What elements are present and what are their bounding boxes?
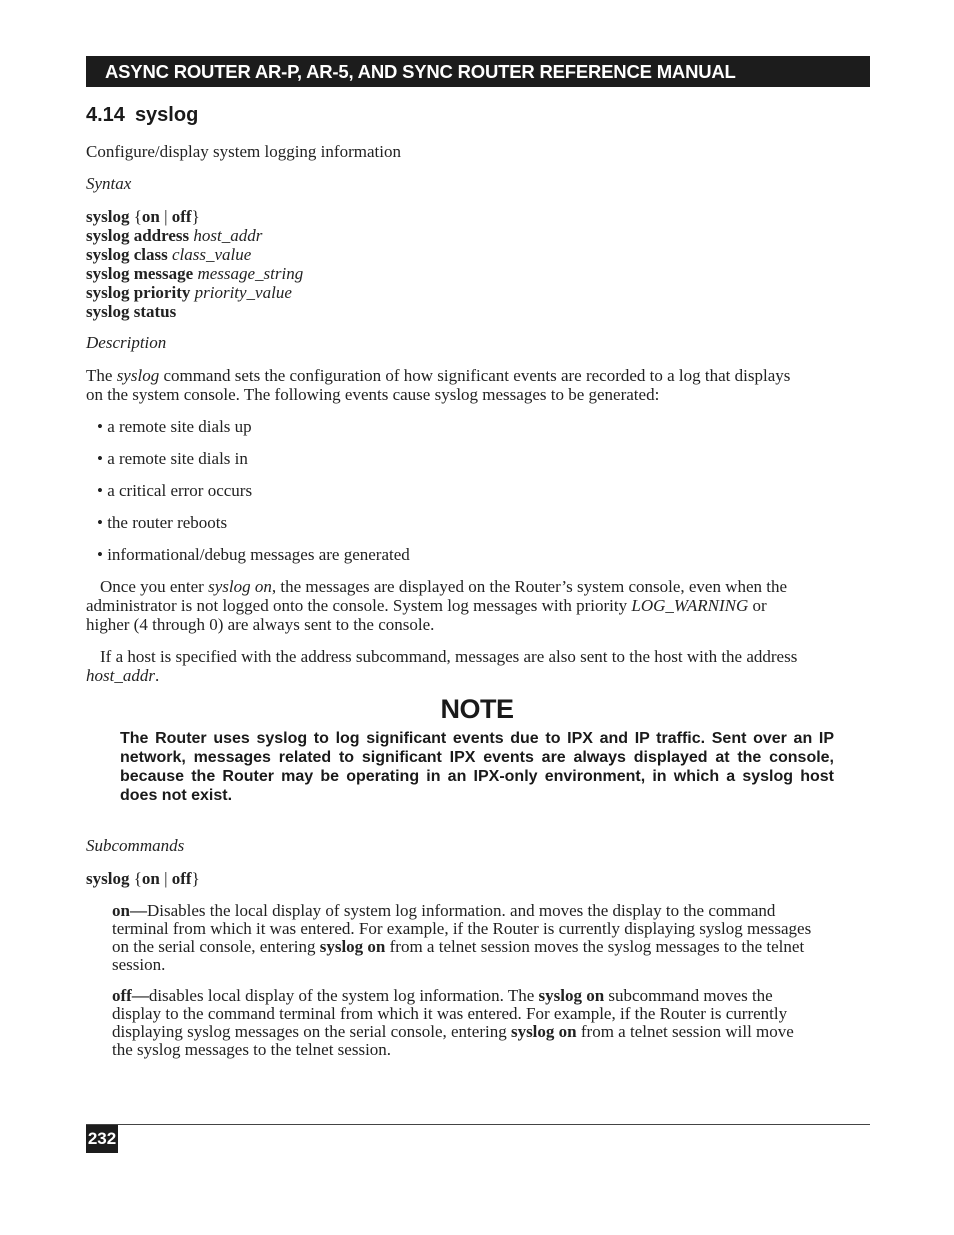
text-run: session. [112, 955, 166, 974]
inline-command: syslog on [538, 986, 605, 1005]
syntax-argument: class_value [171, 245, 252, 264]
syntax-command: syslog address [86, 226, 190, 245]
text-run: higher (4 through 0) are always sent to the console. [86, 615, 435, 634]
inline-command: syslog on [510, 1022, 577, 1041]
section-number: 4.14 [86, 104, 125, 126]
text-run: displaying syslog messages on the serial console, entering [112, 1022, 511, 1041]
inline-command: syslog on [319, 937, 386, 956]
subcommand-on-description [112, 902, 870, 974]
footer-rule [86, 1124, 870, 1125]
separator: | [159, 869, 172, 888]
paragraph-syslog-on [86, 577, 870, 634]
bullet-item: • a remote site dials up [97, 417, 252, 436]
text-run: administrator is not logged onto the console. System log messages with priority [86, 596, 632, 615]
text-run: or [748, 596, 767, 615]
syntax-option-on: on [141, 207, 160, 226]
syntax-option-on: on [141, 869, 160, 888]
syntax-line [86, 264, 870, 283]
manual-title: ASYNC ROUTER AR-P, AR-5, AND SYNC ROUTER REFERENCE MANUAL [105, 61, 736, 82]
syntax-option-off: off [171, 207, 192, 226]
text-run: display to the command terminal from which it was entered. For example, if the Router is currently [112, 1004, 788, 1023]
text-run: on the serial console, entering [112, 937, 320, 956]
text-run: If a host is specified with the address subcommand, messages are also sent to the host with the address [100, 647, 798, 666]
brace: } [191, 869, 200, 888]
bullet-text: a remote site dials in [107, 449, 248, 468]
syntax-command: syslog [86, 869, 134, 888]
text-run: from a telnet session will move [576, 1022, 794, 1041]
syntax-block [86, 207, 870, 321]
inline-argument: host_addr [86, 666, 155, 685]
subcommand-syntax [86, 869, 870, 888]
section-heading [86, 104, 198, 127]
text-run: Once you enter [100, 577, 209, 596]
subcommands-label: Subcommands [86, 836, 185, 855]
syntax-label: Syntax [86, 174, 132, 193]
text-run: terminal from which it was entered. For example, if the Router is currently displaying syslog messages [112, 919, 812, 938]
syntax-line [86, 283, 870, 302]
bullet-item: • the router reboots [97, 513, 228, 532]
syntax-argument: priority_value [194, 283, 292, 302]
bullet-text: informational/debug messages are generated [107, 545, 410, 564]
text-run: Disables the local display of system log information. and moves the display to the command [146, 901, 776, 920]
bullet-text: a critical error occurs [107, 481, 253, 500]
syntax-command: syslog status [86, 302, 177, 321]
paragraph-host [86, 647, 870, 685]
bullet-item: • informational/debug messages are generated [97, 545, 410, 564]
brace: } [191, 207, 200, 226]
text-run: the syslog messages to the telnet session. [112, 1040, 392, 1059]
text-run: from a telnet session moves the syslog messages to the telnet [385, 937, 805, 956]
text-run: . [154, 666, 160, 685]
bullet-text: a remote site dials up [107, 417, 252, 436]
note-body: The Router uses syslog to log significant events due to IPX and IP traffic. Sent over an IP network, messages related to significant IPX events are always displayed at the console, because the Router may be operating in an IPX-only environment, in which a syslog host does not exist. [120, 730, 834, 804]
priority-name: LOG_WARNING [631, 596, 749, 615]
bullet-item: • a remote site dials in [97, 449, 248, 468]
page-number: 232 [86, 1125, 118, 1153]
note-title: NOTE [440, 694, 514, 724]
syntax-line [86, 245, 870, 264]
manual-header-bar [86, 56, 870, 87]
syntax-command: syslog class [86, 245, 168, 264]
term-on: on— [112, 901, 147, 920]
intro-text: Configure/display system logging information [86, 142, 401, 161]
text-run: disables local display of the system log information. The [148, 986, 539, 1005]
syntax-line [86, 226, 870, 245]
brace: { [133, 869, 142, 888]
syntax-argument: host_addr [193, 226, 263, 245]
syntax-line [86, 302, 870, 321]
subcommand-off-description [112, 987, 870, 1059]
term-off: off— [112, 986, 149, 1005]
syntax-line [86, 207, 870, 226]
description-paragraph [86, 366, 870, 404]
inline-command: syslog on [208, 577, 272, 596]
section-title: syslog [134, 104, 199, 126]
text-run: subcommand moves the [604, 986, 773, 1005]
inline-command: syslog [116, 366, 160, 385]
text-run: on the system console. The following events cause syslog messages to be generated: [86, 385, 660, 404]
syntax-command: syslog priority [86, 283, 191, 302]
bullet-text: the router reboots [107, 513, 228, 532]
syntax-command: syslog message [86, 264, 194, 283]
text-run: command sets the configuration of how significant events are recorded to a log that displays [159, 366, 791, 385]
text-run: , the messages are displayed on the Router’s system console, even when the [271, 577, 788, 596]
bullet-item: • a critical error occurs [97, 481, 253, 500]
text-run: The [86, 366, 117, 385]
syntax-option-off: off [171, 869, 192, 888]
brace: { [133, 207, 142, 226]
syntax-argument: message_string [197, 264, 304, 283]
separator: | [159, 207, 172, 226]
description-label: Description [86, 333, 167, 352]
syntax-command: syslog [86, 207, 134, 226]
